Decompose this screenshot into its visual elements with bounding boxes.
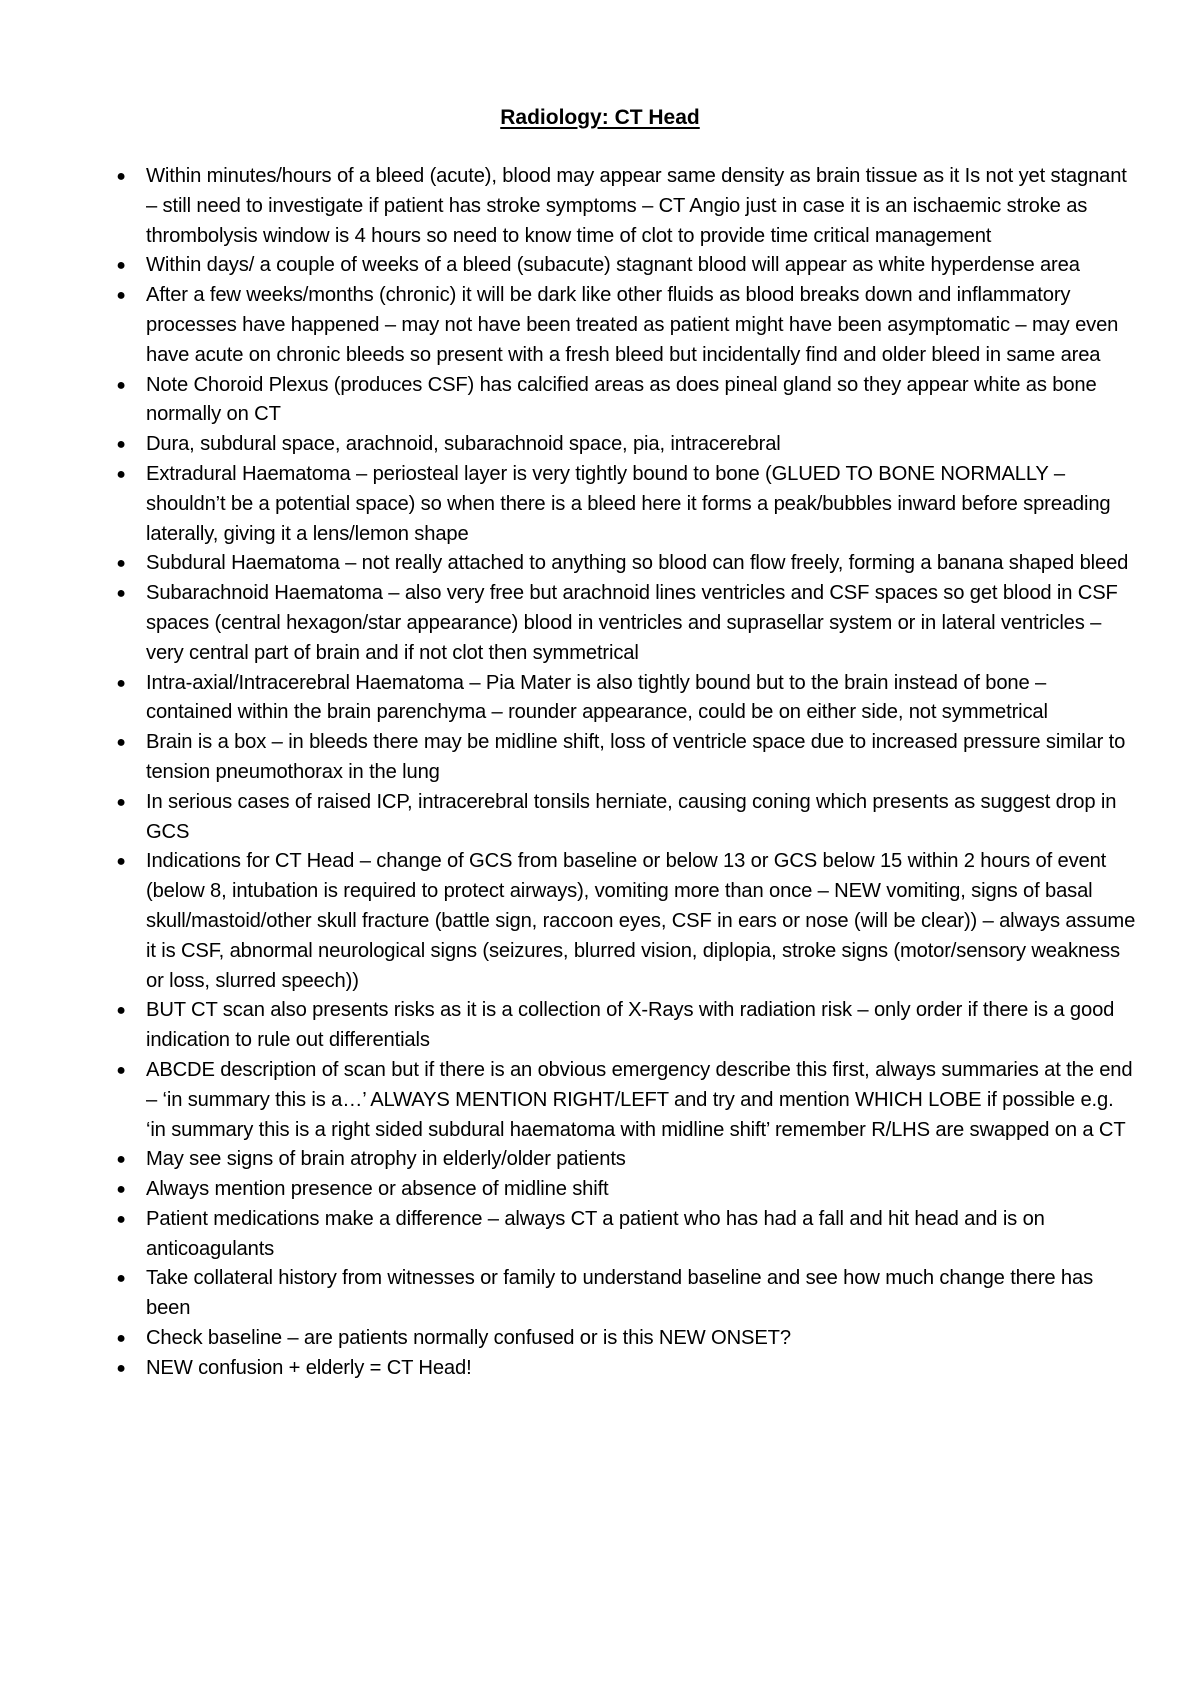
list-item: [146, 430, 1136, 460]
list-item-text: Take collateral history from witnesses or family to understand baseline and see how much change there has been: [146, 1267, 1094, 1320]
list-item-text: Within minutes/hours of a bleed (acute), blood may appear same density as brain tissue as it Is not yet stagnant – still need to investigate if patient has stroke symptoms – CT Angio just in case it is an ischaemic stroke as thrombolysis window is 4 hours so need to know time of clot to provide time critical management: [146, 165, 1127, 247]
list-item-text: After a few weeks/months (chronic) it will be dark like other fluids as blood breaks down and inflammatory processes have happened – may not have been treated as patient might have been asymptomatic – may even have acute on chronic bleeds so present with a fresh bleed but incidentally find and older bleed in same area: [146, 284, 1119, 366]
bullet-icon: [115, 371, 127, 401]
list-item: [146, 1056, 1136, 1145]
bullet-icon: [115, 460, 127, 490]
list-item-text: In serious cases of raised ICP, intracerebral tonsils herniate, causing coning which presents as suggest drop in GCS: [146, 790, 1117, 843]
list-item-text: Dura, subdural space, arachnoid, subarachnoid space, pia, intracerebral: [146, 433, 781, 456]
list-item-text: Intra-axial/Intracerebral Haematoma – Pia Mater is also tightly bound but to the brain instead of bone – contained within the brain parenchyma – rounder appearance, could be on either side, not symmetrical: [146, 671, 1048, 724]
list-item-text: Indications for CT Head – change of GCS from baseline or below 13 or GCS below 15 within 2 hours of event (below 8, intubation is required to protect airways), vomiting more than once – NEW vomiting, signs of basal skull/mastoid/other skull fracture (battle sign, raccoon eyes, CSF in ears or nose (will be clear)) – always assume it is CSF, abnormal neurological signs (seizures, blurred vision, diplopia, stroke signs (motor/sensory weakness or loss, slurred speech)): [146, 850, 1136, 992]
page-title: Radiology: CT Head: [500, 106, 700, 129]
bullet-icon: [115, 1324, 127, 1354]
list-item-text: Within days/ a couple of weeks of a bleed (subacute) stagnant blood will appear as white hyperdense area: [146, 254, 1080, 277]
bullet-icon: [115, 996, 127, 1026]
list-item: [146, 1324, 1136, 1354]
bullet-icon: [115, 728, 127, 758]
bullet-icon: [115, 251, 127, 281]
bullet-icon: [115, 281, 127, 311]
list-item: [146, 281, 1136, 370]
list-item-text: Always mention presence or absence of midline shift: [146, 1178, 609, 1201]
bullet-icon: [115, 1145, 127, 1175]
list-item: [146, 371, 1136, 431]
list-item: [146, 996, 1136, 1056]
list-item: [146, 669, 1136, 729]
bullet-icon: [115, 1175, 127, 1205]
list-item-text: May see signs of brain atrophy in elderly/older patients: [146, 1148, 626, 1171]
list-item-text: Extradural Haematoma – periosteal layer is very tightly bound to bone (GLUED TO BONE NORMALLY – shouldn’t be a potential space) so when there is a bleed here it forms a peak/bubbles inward before spreading laterally, giving it a lens/lemon shape: [146, 462, 1111, 545]
list-item-text: Brain is a box – in bleeds there may be midline shift, loss of ventricle space due to increased pressure similar to tension pneumothorax in the lung: [146, 731, 1126, 783]
list-item-text: NEW confusion + elderly = CT Head!: [146, 1356, 472, 1379]
notes-list: [146, 162, 1136, 1384]
list-item: [146, 251, 1136, 281]
bullet-icon: [115, 669, 127, 699]
list-item: [146, 460, 1136, 549]
bullet-icon: [115, 579, 127, 609]
list-item-text: Subdural Haematoma – not really attached to anything so blood can flow freely, forming a banana shaped bleed: [146, 552, 1129, 575]
list-item: [146, 579, 1136, 668]
bullet-icon: [115, 847, 127, 877]
list-item-text: ABCDE description of scan but if there is an obvious emergency describe this first, always summaries at the end – ‘in summary this is a…’ ALWAYS MENTION RIGHT/LEFT and try and mention WHICH LOBE if possible e.g. ‘in summary this is a right sided subdural haematoma with midline shift’ remember R/LHS are swapped on a CT: [146, 1058, 1133, 1141]
list-item-text: Check baseline – are patients normally confused or is this NEW ONSET?: [146, 1327, 791, 1350]
list-item: [146, 1354, 1136, 1384]
list-item: [146, 162, 1136, 251]
list-item-text: Patient medications make a difference – always CT a patient who has had a fall and hit head and is on anticoagulants: [146, 1207, 1045, 1260]
list-item: [146, 1205, 1136, 1265]
bullet-icon: [115, 1354, 127, 1384]
list-item-text: Note Choroid Plexus (produces CSF) has calcified areas as does pineal gland so they appear white as bone normally on CT: [146, 373, 1097, 426]
bullet-icon: [115, 1264, 127, 1294]
list-item: [146, 788, 1136, 848]
list-item-text: Subarachnoid Haematoma – also very free but arachnoid lines ventricles and CSF spaces so get blood in CSF spaces (central hexagon/star appearance) blood in ventricles and suprasellar system or in lateral ventricles – very central part of brain and if not clot then symmetrical: [146, 582, 1118, 664]
list-item: [146, 847, 1136, 996]
list-item: [146, 728, 1136, 788]
bullet-icon: [115, 549, 127, 579]
list-item: [146, 1145, 1136, 1175]
list-item: [146, 1175, 1136, 1205]
list-item-text: BUT CT scan also presents risks as it is a collection of X-Rays with radiation risk – only order if there is a good indication to rule out differentials: [146, 999, 1115, 1052]
bullet-icon: [115, 788, 127, 818]
bullet-icon: [115, 1205, 127, 1235]
list-item: [146, 1264, 1136, 1324]
bullet-icon: [115, 162, 127, 192]
bullet-icon: [115, 1056, 127, 1086]
list-item: [146, 549, 1136, 579]
bullet-icon: [115, 430, 127, 460]
